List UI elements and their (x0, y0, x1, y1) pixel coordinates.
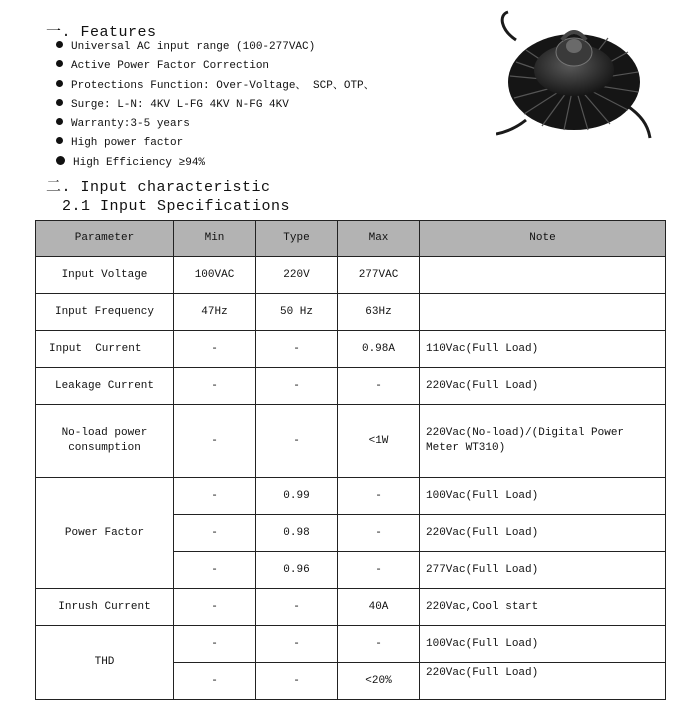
header-parameter: Parameter (36, 221, 174, 257)
note-cell: 220Vac(No-load)/(Digital Power Meter WT310) (420, 405, 666, 478)
type-cell: 50 Hz (256, 294, 338, 331)
min-cell: - (174, 663, 256, 700)
note-cell: 100Vac(Full Load) (420, 626, 666, 663)
table-row (36, 368, 666, 405)
param-cell: Input Current (36, 331, 174, 368)
list-item: Active Power Factor Correction (56, 57, 375, 76)
header-note: Note (420, 221, 666, 257)
note-cell: 100Vac(Full Load) (420, 478, 666, 515)
table-row (36, 331, 666, 368)
table-row (36, 478, 666, 515)
table-row (36, 589, 666, 626)
param-cell: Power Factor (36, 478, 174, 589)
max-cell: - (338, 478, 420, 515)
param-cell: Inrush Current (36, 589, 174, 626)
param-cell: Input Frequency (36, 294, 174, 331)
note-cell (420, 257, 666, 294)
header-type: Type (256, 221, 338, 257)
note-cell: 220Vac(Full Load) (420, 515, 666, 552)
type-cell: 0.98 (256, 515, 338, 552)
note-cell: 277Vac(Full Load) (420, 552, 666, 589)
note-cell: 110Vac(Full Load) (420, 331, 666, 368)
bullet-icon (56, 41, 63, 48)
note-cell: 220Vac(Full Load) (420, 368, 666, 405)
table-row (36, 626, 666, 663)
type-cell: - (256, 663, 338, 700)
bullet-icon (56, 80, 63, 87)
bullet-icon (56, 118, 63, 125)
param-cell: Input Voltage (36, 257, 174, 294)
min-cell: - (174, 331, 256, 368)
type-cell: 220V (256, 257, 338, 294)
max-cell: <20% (338, 663, 420, 700)
list-item: Universal AC input range (100-277VAC) (56, 38, 375, 57)
min-cell: - (174, 626, 256, 663)
min-cell: 47Hz (174, 294, 256, 331)
bullet-icon (56, 99, 63, 106)
max-cell: 0.98A (338, 331, 420, 368)
table-row (36, 294, 666, 331)
led-driver-photo-icon (496, 10, 652, 140)
table-header-row (36, 221, 666, 257)
min-cell: - (174, 478, 256, 515)
type-cell: - (256, 405, 338, 478)
max-cell: - (338, 515, 420, 552)
type-cell: 0.96 (256, 552, 338, 589)
max-cell: - (338, 368, 420, 405)
input-subheading: 2.1 Input Specifications (62, 198, 291, 215)
features-list (56, 38, 375, 173)
note-cell: 220Vac(Full Load) (420, 663, 666, 700)
type-cell: - (256, 589, 338, 626)
type-cell: - (256, 368, 338, 405)
list-item: High Efficiency ≥94% (56, 154, 375, 173)
min-cell: - (174, 405, 256, 478)
param-cell: No-load power consumption (36, 405, 174, 478)
max-cell: 40A (338, 589, 420, 626)
max-cell: - (338, 626, 420, 663)
table-row (36, 405, 666, 478)
max-cell: - (338, 552, 420, 589)
bullet-icon (56, 156, 65, 165)
type-cell: 0.99 (256, 478, 338, 515)
header-min: Min (174, 221, 256, 257)
input-heading: 二. Input characteristic (46, 179, 271, 196)
type-cell: - (256, 331, 338, 368)
max-cell: 277VAC (338, 257, 420, 294)
list-item: Protections Function: Over-Voltage、 SCP、OTP、 (56, 77, 375, 96)
bullet-icon (56, 60, 63, 67)
max-cell: <1W (338, 405, 420, 478)
type-cell: - (256, 626, 338, 663)
list-item: High power factor (56, 134, 375, 153)
min-cell: - (174, 552, 256, 589)
header-max: Max (338, 221, 420, 257)
min-cell: - (174, 515, 256, 552)
param-cell: Leakage Current (36, 368, 174, 405)
bullet-icon (56, 137, 63, 144)
max-cell: 63Hz (338, 294, 420, 331)
features-heading: 一. Features (46, 24, 157, 41)
param-cell: THD (36, 626, 174, 700)
min-cell: - (174, 368, 256, 405)
note-cell: 220Vac,Cool start (420, 589, 666, 626)
min-cell: - (174, 589, 256, 626)
note-cell (420, 294, 666, 331)
min-cell: 100VAC (174, 257, 256, 294)
table-row (36, 257, 666, 294)
list-item: Surge: L-N: 4KV L-FG 4KV N-FG 4KV (56, 96, 375, 115)
list-item: Warranty:3-5 years (56, 115, 375, 134)
input-specifications-table (35, 220, 666, 700)
